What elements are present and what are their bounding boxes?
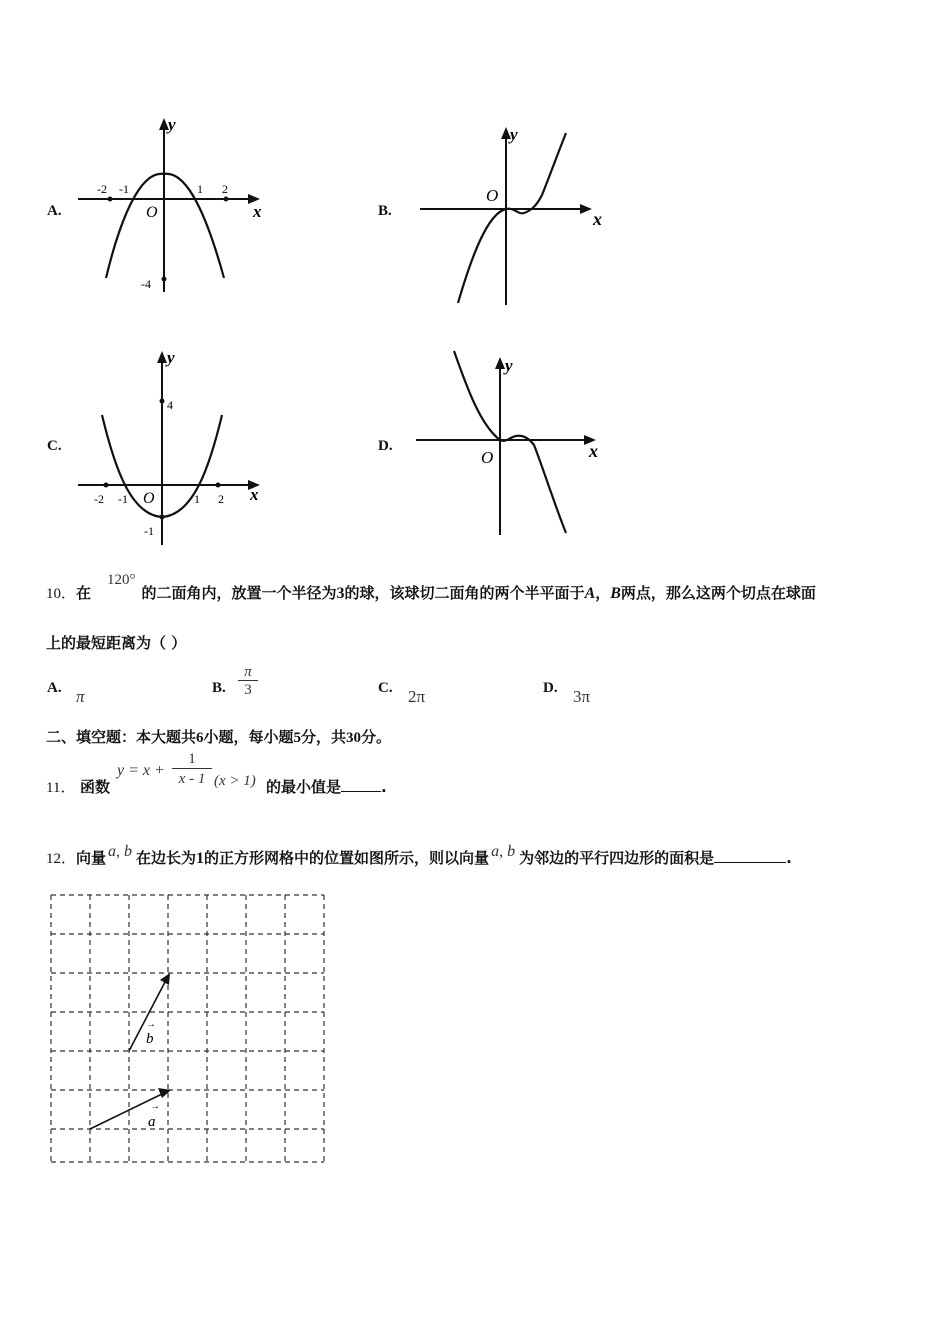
q12-one: 1	[196, 850, 205, 867]
graph-b	[410, 115, 610, 310]
q10-choice-d-value: 3π	[573, 687, 591, 706]
graph-d-x-label: x	[589, 441, 598, 461]
vector-grid-figure	[46, 890, 331, 1168]
q11-end: .	[381, 778, 387, 796]
question-10	[46, 572, 926, 603]
option-a-label: A.	[47, 203, 62, 219]
graph-b-origin: O	[486, 186, 499, 205]
q11-suffix: 的最小值是	[266, 778, 342, 796]
q12-t3: 的正方形网格中的位置如图所示，则以向量	[204, 849, 490, 867]
option-c-label: C.	[47, 438, 62, 454]
q12-number: 12．	[46, 851, 77, 867]
graph-a-y-label: y	[168, 115, 176, 134]
q10-choice-b-num: π	[238, 664, 258, 681]
q11-fraction-num: 1	[172, 750, 212, 769]
question-12	[46, 843, 792, 868]
q10-text-b: 的球，该球切二面角的两个半平面于	[344, 584, 585, 602]
q10-point-a: A	[584, 585, 596, 602]
graph-c-ytick-neg1: -1	[144, 524, 154, 538]
graph-c-origin: O	[143, 490, 155, 507]
q10-choice-b-fraction	[238, 664, 258, 699]
q11-number: 11．	[46, 780, 76, 796]
q11-prefix: 函数	[80, 778, 111, 796]
q10-text-before: 在	[76, 584, 92, 602]
q11-lhs: y = x +	[117, 762, 165, 779]
graph-a-tick-2: 2	[222, 182, 228, 196]
graph-c-tick-2: 2	[218, 492, 224, 506]
q12-end: .	[786, 849, 792, 867]
q10-text-c: 两点，那么这两个切点在球面	[620, 584, 816, 602]
vector-b-label: b	[146, 1031, 154, 1047]
q10-text-a: 的二面角内，放置一个半径为	[141, 584, 337, 602]
q10-choice-c-label: C.	[378, 680, 393, 696]
section-2-points: 5	[293, 730, 302, 746]
graph-b-y-label: y	[510, 125, 518, 144]
graph-a-tick-1: 1	[197, 182, 203, 196]
q11-fraction-den: x - 1	[178, 771, 206, 787]
section-2-total: 30	[346, 730, 362, 746]
q10-choice-b-label: B.	[212, 680, 226, 696]
graph-d-y-label: y	[505, 356, 513, 375]
q12-t1: 向量	[76, 849, 107, 867]
section-2-heading	[46, 726, 391, 747]
graph-c-tick-neg1: -1	[118, 492, 128, 506]
graph-c-tick-neg2: -2	[94, 492, 104, 506]
q11-answer-blank[interactable]	[341, 791, 381, 792]
graph-a-x-label: x	[253, 202, 262, 221]
graph-d-origin: O	[481, 448, 494, 467]
graph-d	[408, 345, 608, 540]
q12-vectors-2: a, b	[491, 843, 516, 860]
option-b-label: B.	[378, 203, 392, 219]
graph-a-origin: O	[146, 204, 158, 221]
q10-line2: 上的最短距离为（ ）	[46, 634, 187, 652]
vector-b-arrow-mark: →	[146, 1019, 156, 1030]
graph-a-tick-neg1: -1	[119, 182, 129, 196]
graph-c-tick-1: 1	[194, 492, 200, 506]
q10-choice-b-den: 3	[244, 682, 252, 698]
q10-choice-a-value: π	[76, 687, 85, 706]
graph-a-tick-neg2: -2	[97, 182, 107, 196]
q12-t2: 在边长为	[136, 849, 197, 867]
section-2-title: 二、填空题：本大题共	[46, 728, 197, 746]
q10-radius: 3	[336, 585, 345, 602]
dashed-grid	[51, 895, 324, 1162]
q11-fraction	[172, 750, 212, 789]
section-2-mid2: 分，共	[301, 728, 347, 746]
graph-b-x-label: x	[593, 209, 602, 229]
q10-number: 10．	[46, 586, 77, 602]
q12-t4: 为邻边的平行四边形的面积是	[519, 849, 715, 867]
section-2-end: 分。	[361, 728, 392, 746]
graph-a-ytick-neg4: -4	[141, 277, 151, 291]
graph-c	[70, 345, 270, 550]
option-d-label: D.	[378, 438, 393, 454]
q11-suffix-line	[266, 776, 387, 797]
vector-a-label: a	[148, 1114, 156, 1130]
graph-a	[70, 110, 270, 300]
q10-point-b: B	[610, 585, 621, 602]
q12-answer-blank[interactable]	[714, 862, 786, 863]
vector-a-arrow-mark: →	[150, 1101, 160, 1112]
q10-choice-d-label: D.	[543, 680, 558, 696]
q12-vectors-1: a, b	[108, 843, 133, 860]
section-2-mid1: 小题，每小题	[203, 728, 294, 746]
graph-c-ytick-4: 4	[167, 398, 173, 412]
q10-choice-c-value: 2π	[408, 687, 426, 706]
q10-comma: ，	[595, 584, 611, 602]
graph-c-y-label: y	[167, 348, 175, 367]
section-2-count: 6	[196, 730, 204, 746]
graph-c-x-label: x	[250, 485, 259, 504]
q10-angle: 120°	[107, 572, 136, 588]
q11-condition: (x > 1)	[214, 773, 256, 789]
q10-choice-a-label: A.	[47, 680, 62, 696]
